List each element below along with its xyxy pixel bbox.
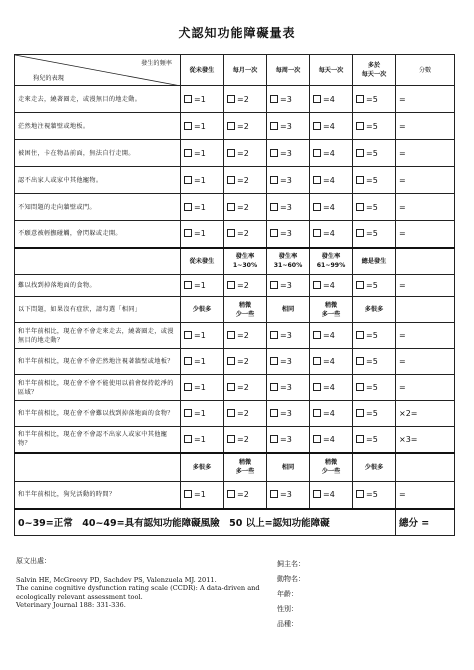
option-value: =4 (323, 409, 335, 418)
option-cell[interactable] (310, 375, 353, 401)
question-row (15, 401, 455, 427)
checkbox-icon[interactable] (227, 409, 235, 417)
option-value: =2 (237, 94, 249, 104)
option-value: =1 (194, 148, 206, 158)
activity-header: 多很多 (181, 453, 224, 482)
change-header: 多很多 (353, 297, 396, 323)
blank-cell (396, 248, 455, 275)
checkbox-icon[interactable] (184, 383, 192, 391)
option-cell[interactable] (353, 427, 396, 453)
checkbox-icon[interactable] (184, 176, 192, 184)
checkbox-icon[interactable] (270, 203, 278, 211)
checkbox-icon[interactable] (356, 331, 364, 339)
option-value: =1 (194, 281, 206, 290)
option-cell[interactable] (181, 349, 224, 375)
rate-header: 總是發生 (353, 248, 396, 275)
option-value: =1 (194, 121, 206, 131)
question-text: 和半年前相比，現在會不會不能使用以前會保持乾淨的區域？ (15, 375, 181, 401)
option-cell[interactable] (224, 140, 267, 167)
option-value: =4 (323, 202, 335, 212)
option-value: =2 (237, 121, 249, 131)
score-cell[interactable]: = (396, 167, 455, 194)
option-value: =3 (280, 434, 292, 444)
checkbox-icon[interactable] (356, 435, 364, 443)
option-value: =3 (280, 202, 292, 212)
checkbox-icon[interactable] (313, 490, 321, 498)
page-title: 犬認知功能障礙量表 (178, 26, 296, 40)
checkbox-icon[interactable] (356, 95, 364, 103)
checkbox-icon[interactable] (227, 357, 235, 365)
checkbox-icon[interactable] (313, 409, 321, 417)
option-value: =2 (237, 434, 249, 444)
checkbox-icon[interactable] (270, 122, 278, 130)
option-cell[interactable] (181, 113, 224, 140)
activity-header: 稍微 多一些 (224, 453, 267, 482)
checkbox-icon[interactable] (356, 203, 364, 211)
rate-header: 發生率 31~60% (267, 248, 310, 275)
activity-header: 相同 (267, 453, 310, 482)
question-text: 難以找到掉落地面的食物。 (15, 275, 181, 297)
option-value: =1 (194, 434, 206, 444)
frequency-header: 每周一次 (267, 55, 310, 86)
header-row (15, 453, 455, 482)
checkbox-icon[interactable] (313, 331, 321, 339)
option-cell[interactable] (353, 86, 396, 113)
option-value: =5 (366, 229, 378, 239)
activity-header: 稍微 少一些 (310, 453, 353, 482)
option-cell[interactable] (267, 323, 310, 349)
rate-header: 從未發生 (181, 248, 224, 275)
question-text: 不願意被輕撫碰觸，會閃躲或走開。 (15, 221, 181, 248)
question-text: 茫然地注視牆壁或地板。 (15, 113, 181, 140)
option-value: =5 (366, 357, 378, 366)
option-cell[interactable] (310, 167, 353, 194)
score-cell[interactable]: = (396, 323, 455, 349)
option-cell[interactable] (181, 275, 224, 297)
breed-field[interactable]: 品種： (277, 620, 298, 628)
source-line: Salvin HE, McGreevy PD, Sachdev PS, Valenzuela MJ. 2011. (16, 575, 217, 584)
checkbox-icon[interactable] (313, 176, 321, 184)
frequency-header: 從未發生 (181, 55, 224, 86)
option-value: =3 (280, 281, 292, 290)
checkbox-icon[interactable] (356, 383, 364, 391)
option-cell[interactable] (267, 375, 310, 401)
option-cell[interactable] (181, 221, 224, 248)
checkbox-icon[interactable] (313, 435, 321, 443)
blank-cell (15, 248, 181, 275)
pet-name-field[interactable]: 動物名： (277, 575, 305, 583)
option-value: =1 (194, 229, 206, 239)
option-value: =5 (366, 383, 378, 392)
checkbox-icon[interactable] (227, 490, 235, 498)
question-text: 和半年前相比，狗兒活動的時間？ (15, 482, 181, 509)
checkbox-icon[interactable] (227, 95, 235, 103)
option-cell[interactable] (224, 113, 267, 140)
option-value: =4 (323, 357, 335, 366)
option-cell[interactable] (310, 323, 353, 349)
option-cell[interactable] (181, 401, 224, 427)
option-cell[interactable] (310, 427, 353, 453)
option-cell[interactable] (181, 140, 224, 167)
option-value: =3 (280, 331, 292, 340)
option-value: =4 (323, 383, 335, 392)
checkbox-icon[interactable] (184, 281, 192, 289)
option-cell[interactable] (224, 427, 267, 453)
checkbox-icon[interactable] (184, 435, 192, 443)
question-row (15, 375, 455, 401)
option-cell[interactable] (353, 349, 396, 375)
option-value: =5 (366, 281, 378, 290)
option-cell[interactable] (310, 349, 353, 375)
checkbox-icon[interactable] (184, 331, 192, 339)
question-row (15, 275, 455, 297)
score-cell[interactable]: = (396, 375, 455, 401)
checkbox-icon[interactable] (227, 331, 235, 339)
option-value: =2 (237, 148, 249, 158)
question-row (15, 349, 455, 375)
option-cell[interactable] (181, 375, 224, 401)
option-cell[interactable] (310, 401, 353, 427)
option-cell[interactable] (353, 323, 396, 349)
option-cell[interactable] (353, 113, 396, 140)
option-cell[interactable] (353, 482, 396, 509)
option-cell[interactable] (310, 86, 353, 113)
checkbox-icon[interactable] (356, 229, 364, 237)
option-value: =3 (280, 229, 292, 239)
option-value: =4 (323, 434, 335, 444)
score-cell[interactable]: ×2= (396, 401, 455, 427)
checkbox-icon[interactable] (270, 149, 278, 157)
option-cell[interactable] (224, 167, 267, 194)
option-cell[interactable] (224, 482, 267, 509)
option-value: =1 (194, 331, 206, 340)
checkbox-icon[interactable] (356, 149, 364, 157)
option-value: =5 (366, 331, 378, 340)
option-cell[interactable] (224, 323, 267, 349)
instruction-text: 以下問題，如果沒有症狀，請勾選「相同」 (15, 297, 181, 323)
option-cell[interactable] (267, 275, 310, 297)
question-text: 被困住，卡在物品前面，無法自行走開。 (15, 140, 181, 167)
checkbox-icon[interactable] (270, 357, 278, 365)
option-cell[interactable] (353, 375, 396, 401)
score-cell[interactable]: ×3= (396, 427, 455, 453)
option-value: =2 (237, 357, 249, 366)
score-header: 分數 (396, 55, 455, 86)
option-value: =5 (366, 409, 378, 418)
checkbox-icon[interactable] (227, 203, 235, 211)
score-cell[interactable]: = (396, 275, 455, 297)
change-header: 相同 (267, 297, 310, 323)
blank-cell (15, 453, 181, 482)
checkbox-icon[interactable] (356, 409, 364, 417)
option-cell[interactable] (310, 140, 353, 167)
source-label: 原文出處： (16, 557, 51, 565)
option-cell[interactable] (353, 401, 396, 427)
option-cell[interactable] (267, 113, 310, 140)
checkbox-icon[interactable] (356, 176, 364, 184)
option-cell[interactable] (267, 349, 310, 375)
option-value: =3 (280, 175, 292, 185)
option-value: =5 (366, 148, 378, 158)
option-cell[interactable] (353, 140, 396, 167)
option-value: =3 (280, 121, 292, 131)
option-value: =3 (280, 357, 292, 366)
option-value: =5 (366, 94, 378, 104)
header-row (15, 297, 455, 323)
checkbox-icon[interactable] (270, 435, 278, 443)
option-value: =1 (194, 357, 206, 366)
checkbox-icon[interactable] (313, 229, 321, 237)
question-row (15, 86, 455, 113)
option-cell[interactable] (353, 221, 396, 248)
option-cell[interactable] (353, 167, 396, 194)
option-value: =5 (366, 434, 378, 444)
owner-name-field[interactable]: 飼主名： (277, 560, 305, 568)
option-value: =2 (237, 202, 249, 212)
option-value: =3 (280, 94, 292, 104)
checkbox-icon[interactable] (227, 229, 235, 237)
checkbox-icon[interactable] (313, 357, 321, 365)
header-row (15, 55, 455, 86)
option-value: =2 (237, 175, 249, 185)
option-value: =2 (237, 281, 249, 290)
checkbox-icon[interactable] (313, 203, 321, 211)
option-cell[interactable] (310, 221, 353, 248)
question-text: 不知問題的走向牆壁或門。 (15, 194, 181, 221)
option-value: =4 (323, 490, 335, 500)
score-cell[interactable]: = (396, 482, 455, 509)
option-cell[interactable] (181, 86, 224, 113)
option-cell[interactable] (181, 194, 224, 221)
activity-header: 少很多 (353, 453, 396, 482)
option-value: =5 (366, 121, 378, 131)
option-value: =4 (323, 229, 335, 239)
option-cell[interactable] (224, 275, 267, 297)
checkbox-icon[interactable] (227, 435, 235, 443)
score-cell[interactable]: = (396, 349, 455, 375)
option-value: =3 (280, 490, 292, 500)
option-cell[interactable] (181, 323, 224, 349)
checkbox-icon[interactable] (270, 95, 278, 103)
change-header: 少很多 (181, 297, 224, 323)
option-value: =2 (237, 490, 249, 500)
checkbox-icon[interactable] (270, 331, 278, 339)
option-cell[interactable] (310, 275, 353, 297)
option-value: =5 (366, 490, 378, 500)
change-header: 稍微 多一些 (310, 297, 353, 323)
option-cell[interactable] (181, 427, 224, 453)
checkbox-icon[interactable] (270, 281, 278, 289)
option-value: =5 (366, 175, 378, 185)
question-text: 和半年前相比，現在會不會走來走去，繞著圈走，或漫無目的地走動？ (15, 323, 181, 349)
question-row (15, 140, 455, 167)
checkbox-icon[interactable] (184, 357, 192, 365)
checkbox-icon[interactable] (184, 149, 192, 157)
frequency-label: 發生的頻率 (141, 60, 172, 67)
option-value: =1 (194, 202, 206, 212)
checkbox-icon[interactable] (270, 176, 278, 184)
option-value: =1 (194, 383, 206, 392)
checkbox-icon[interactable] (356, 357, 364, 365)
checkbox-icon[interactable] (184, 229, 192, 237)
source-line: The canine cognitive dysfunction rating scale (CCDR): A data-driven and (16, 584, 260, 592)
rating-scale-table (14, 54, 455, 536)
option-cell[interactable] (267, 167, 310, 194)
question-row (15, 221, 455, 248)
behavior-label: 狗兒的表現 (33, 75, 64, 82)
checkbox-icon[interactable] (313, 122, 321, 130)
checkbox-icon[interactable] (184, 490, 192, 498)
question-text: 認不出家人或家中其他寵物。 (15, 167, 181, 194)
question-row (15, 113, 455, 140)
option-cell[interactable] (224, 221, 267, 248)
frequency-header: 每月一次 (224, 55, 267, 86)
option-cell[interactable] (224, 375, 267, 401)
checkbox-icon[interactable] (227, 383, 235, 391)
checkbox-icon[interactable] (270, 383, 278, 391)
checkbox-icon[interactable] (184, 409, 192, 417)
option-value: =4 (323, 175, 335, 185)
rate-header: 發生率 61~99% (310, 248, 353, 275)
blank-cell (396, 297, 455, 323)
option-cell[interactable] (267, 140, 310, 167)
checkbox-icon[interactable] (184, 122, 192, 130)
source-line: ecologically relevant assessment tool. (16, 592, 143, 601)
option-cell[interactable] (310, 482, 353, 509)
option-value: =2 (237, 409, 249, 418)
checkbox-icon[interactable] (270, 490, 278, 498)
option-cell[interactable] (267, 401, 310, 427)
option-cell[interactable] (310, 113, 353, 140)
checkbox-icon[interactable] (313, 281, 321, 289)
checkbox-icon[interactable] (356, 122, 364, 130)
score-cell[interactable]: = (396, 221, 455, 248)
option-value: =2 (237, 229, 249, 239)
checkbox-icon[interactable] (313, 383, 321, 391)
option-value: =5 (366, 202, 378, 212)
option-value: =4 (323, 281, 335, 290)
question-text: 走來走去，繞著圈走，或漫無目的地走動。 (15, 86, 181, 113)
checkbox-icon[interactable] (270, 229, 278, 237)
question-row (15, 194, 455, 221)
option-cell[interactable] (181, 482, 224, 509)
legend-row (15, 509, 455, 536)
option-value: =1 (194, 94, 206, 104)
option-value: =4 (323, 331, 335, 340)
source-citation (16, 557, 276, 610)
score-cell[interactable]: = (396, 140, 455, 167)
option-value: =1 (194, 175, 206, 185)
option-value: =1 (194, 409, 206, 418)
checkbox-icon[interactable] (313, 95, 321, 103)
checkbox-icon[interactable] (356, 281, 364, 289)
blank-cell (396, 453, 455, 482)
score-cell[interactable]: = (396, 113, 455, 140)
option-cell[interactable] (224, 86, 267, 113)
option-cell[interactable] (310, 194, 353, 221)
option-cell[interactable] (267, 482, 310, 509)
sex-field[interactable]: 性別： (277, 605, 298, 613)
header-row (15, 248, 455, 275)
checkbox-icon[interactable] (227, 176, 235, 184)
question-text: 和半年前相比，現在會不會茫然地注視著牆壁或地板？ (15, 349, 181, 375)
option-value: =4 (323, 121, 335, 131)
score-legend: 0~39=正常 40~49=具有認知功能障礙風險 50 以上=認知功能障礙 (15, 509, 396, 536)
checkbox-icon[interactable] (227, 122, 235, 130)
option-value: =1 (194, 490, 206, 500)
option-value: =3 (280, 383, 292, 392)
checkbox-icon[interactable] (184, 95, 192, 103)
checkbox-icon[interactable] (356, 490, 364, 498)
checkbox-icon[interactable] (227, 149, 235, 157)
option-value: =3 (280, 148, 292, 158)
option-value: =2 (237, 331, 249, 340)
checkbox-icon[interactable] (313, 149, 321, 157)
option-cell[interactable] (181, 167, 224, 194)
option-cell[interactable] (353, 194, 396, 221)
checkbox-icon[interactable] (184, 203, 192, 211)
question-row (15, 427, 455, 453)
question-text: 和半年前相比，現在會不會認不出家人或家中其他寵物？ (15, 427, 181, 453)
question-row (15, 167, 455, 194)
option-value: =4 (323, 94, 335, 104)
option-value: =4 (323, 148, 335, 158)
option-cell[interactable] (267, 194, 310, 221)
question-row (15, 482, 455, 509)
option-value: =2 (237, 383, 249, 392)
option-cell[interactable] (224, 194, 267, 221)
age-field[interactable]: 年齡： (277, 590, 298, 598)
rate-header: 發生率 1~30% (224, 248, 267, 275)
option-cell[interactable] (267, 221, 310, 248)
frequency-header: 每天一次 (310, 55, 353, 86)
option-cell[interactable] (267, 427, 310, 453)
option-cell[interactable] (224, 349, 267, 375)
owner-info (277, 557, 305, 632)
option-cell[interactable] (353, 275, 396, 297)
checkbox-icon[interactable] (227, 281, 235, 289)
option-cell[interactable] (267, 86, 310, 113)
corner-header (15, 55, 181, 86)
total-score[interactable]: 總分 = (396, 509, 455, 536)
score-cell[interactable]: = (396, 86, 455, 113)
option-value: =3 (280, 409, 292, 418)
option-cell[interactable] (224, 401, 267, 427)
score-cell[interactable]: = (396, 194, 455, 221)
question-row (15, 323, 455, 349)
frequency-header: 多於 每天一次 (353, 55, 396, 86)
checkbox-icon[interactable] (270, 409, 278, 417)
change-header: 稍微 少一些 (224, 297, 267, 323)
source-line: Veterinary Journal 188: 331-336. (16, 601, 126, 609)
question-text: 和半年前相比，現在會不會難以找到掉落地面的食物？ (15, 401, 181, 427)
